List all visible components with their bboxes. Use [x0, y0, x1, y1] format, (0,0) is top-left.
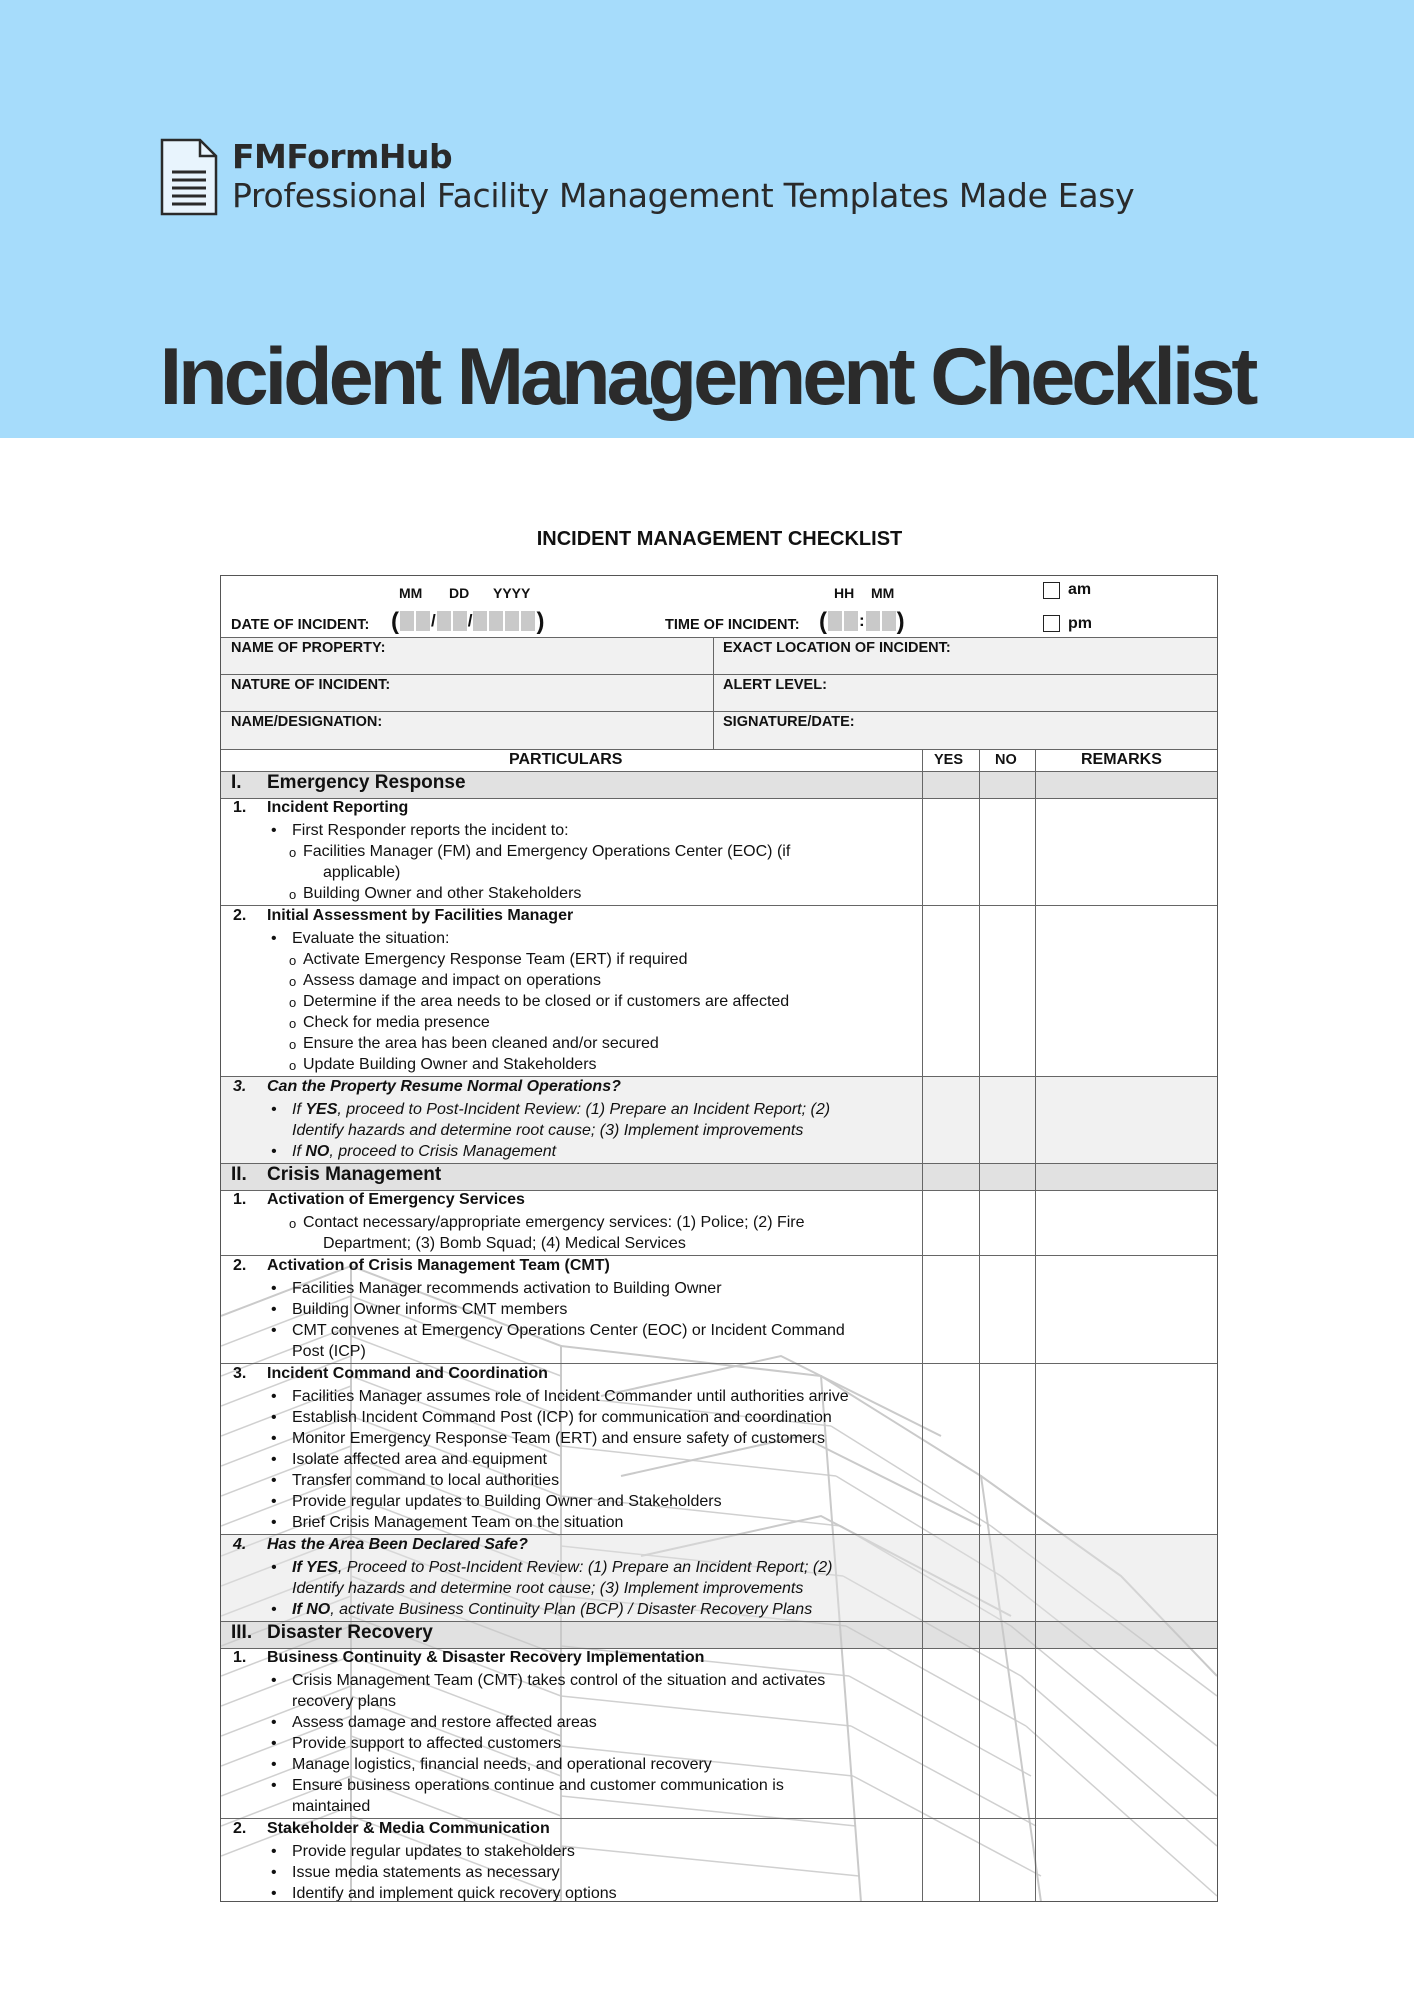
detail-line: [267, 1233, 927, 1254]
section-title: Disaster Recovery: [267, 1622, 433, 1643]
detail-text: Transfer command to local authorities: [292, 1472, 560, 1489]
yes-column-divider: [922, 749, 923, 1901]
date-of-incident-label: DATE OF INCIDENT:: [231, 617, 370, 633]
detail-text: Provide support to affected customers: [292, 1735, 562, 1752]
detail-line: [267, 1712, 927, 1733]
item-number: 2.: [233, 907, 247, 924]
detail-text: First Responder reports the incident to:: [292, 822, 569, 839]
detail-text: , activate Business Continuity Plan (BCP) / Disaster Recovery Plans: [330, 1601, 813, 1618]
item-remarks-cell[interactable]: [1036, 1535, 1217, 1621]
am-label: am: [1068, 581, 1092, 598]
name-of-property-label: NAME OF PROPERTY:: [231, 640, 386, 656]
detail-text: Ensure the area has been cleaned and/or secured: [303, 1035, 659, 1052]
detail-text: Provide regular updates to Building Owner and Stakeholders: [292, 1493, 722, 1510]
detail-line: [267, 1512, 927, 1533]
brand-name: FMFormHub: [232, 137, 453, 176]
detail-text: Post (ICP): [292, 1343, 366, 1360]
item-no-cell[interactable]: [980, 1819, 1035, 1902]
detail-text: maintained: [292, 1798, 371, 1815]
checklist-form: [220, 575, 1218, 1902]
item-number: 3.: [233, 1365, 247, 1382]
detail-text: Evaluate the situation:: [292, 930, 450, 947]
time-separator: :: [859, 611, 865, 630]
detail-line: [267, 1033, 927, 1054]
detail-text: Facilities Manager assumes role of Incident Commander until authorities arrive: [292, 1388, 849, 1405]
detail-line: [267, 1120, 927, 1141]
detail-text: Contact necessary/appropriate emergency services: (1) Police; (2) Fire: [303, 1214, 805, 1231]
item-number: 2.: [233, 1257, 247, 1274]
item-title: Activation of Emergency Services: [267, 1191, 525, 1208]
item-no-cell[interactable]: [980, 1256, 1035, 1363]
detail-text: CMT convenes at Emergency Operations Center (EOC) or Incident Command: [292, 1322, 845, 1339]
item-details: [267, 820, 927, 904]
item-no-cell[interactable]: [980, 1364, 1035, 1534]
detail-line: [267, 928, 927, 949]
item-details: [267, 1212, 927, 1254]
item-no-cell[interactable]: [980, 1190, 1035, 1255]
signature-date-label: SIGNATURE/DATE:: [723, 714, 855, 730]
time-mm-caption: MM: [871, 585, 895, 601]
alert-level-label: ALERT LEVEL:: [723, 677, 827, 693]
item-remarks-cell[interactable]: [1036, 1648, 1217, 1818]
item-yes-cell[interactable]: [923, 1190, 979, 1255]
detail-text: Identify and implement quick recovery options: [292, 1885, 617, 1902]
item-yes-cell[interactable]: [923, 906, 979, 1076]
checklist-item: [221, 798, 1217, 906]
detail-line: [267, 1557, 927, 1578]
detail-emphasis: YES: [305, 1101, 338, 1118]
item-title: Activation of Crisis Management Team (CMT): [267, 1257, 610, 1274]
section-title: Emergency Response: [267, 772, 466, 793]
item-title: Can the Property Resume Normal Operations?: [267, 1078, 621, 1095]
detail-text: Identify hazards and determine root cause; (3) Implement improvements: [292, 1122, 804, 1139]
item-no-cell[interactable]: [980, 906, 1035, 1076]
col-remarks: REMARKS: [1081, 751, 1162, 768]
item-number: 2.: [233, 1820, 247, 1837]
detail-prefix: If: [292, 1143, 306, 1160]
checklist-item: [221, 906, 1217, 1077]
checklist-item: [221, 1819, 1217, 1902]
detail-line: [267, 1754, 927, 1775]
item-no-cell[interactable]: [980, 1648, 1035, 1818]
nature-row: [221, 675, 1217, 712]
detail-text: Facilities Manager (FM) and Emergency Operations Center (EOC) (if: [303, 843, 791, 860]
detail-text: Monitor Emergency Response Team (ERT) and ensure safety of customers: [292, 1430, 825, 1447]
item-number: 1.: [233, 1191, 247, 1208]
date-mm-caption: MM: [399, 585, 423, 601]
detail-line: [267, 1796, 927, 1817]
property-row: [221, 638, 1217, 675]
item-details: [267, 1557, 927, 1620]
detail-text: Department; (3) Bomb Squad; (4) Medical Services: [323, 1235, 686, 1252]
item-number: 4.: [233, 1536, 247, 1553]
time-of-incident-label: TIME OF INCIDENT:: [665, 617, 800, 633]
detail-line: [267, 1212, 927, 1233]
item-remarks-cell[interactable]: [1036, 1077, 1217, 1163]
date-yyyy-caption: YYYY: [493, 585, 531, 601]
detail-text: recovery plans: [292, 1693, 397, 1710]
no-column-divider: [979, 749, 980, 1901]
item-title: Initial Assessment by Facilities Manager: [267, 907, 574, 924]
detail-text: Building Owner informs CMT members: [292, 1301, 568, 1318]
detail-line: [267, 1386, 927, 1407]
name-designation-label: NAME/DESIGNATION:: [231, 714, 383, 730]
item-number: 1.: [233, 799, 247, 816]
item-no-cell[interactable]: [980, 1077, 1035, 1163]
detail-line: [267, 1449, 927, 1470]
detail-line: [267, 820, 927, 841]
detail-text: Brief Crisis Management Team on the situation: [292, 1514, 624, 1531]
detail-text: Assess damage and impact on operations: [303, 972, 601, 989]
exact-location-label: EXACT LOCATION OF INCIDENT:: [723, 640, 951, 656]
item-details: [267, 1386, 927, 1533]
item-details: [267, 928, 927, 1075]
item-title: Stakeholder & Media Communication: [267, 1820, 550, 1837]
detail-line: [267, 1670, 927, 1691]
col-particulars: PARTICULARS: [509, 751, 623, 768]
date-time-row: [221, 576, 1217, 638]
detail-line: [267, 1578, 927, 1599]
detail-emphasis: NO: [305, 1143, 330, 1160]
detail-line: [267, 883, 927, 904]
detail-text: Assess damage and restore affected areas: [292, 1714, 597, 1731]
detail-line: [267, 1470, 927, 1491]
detail-line: [267, 1691, 927, 1712]
section-header: [221, 772, 1217, 799]
pm-checkbox[interactable]: [1043, 615, 1060, 632]
detail-line: [267, 1862, 927, 1883]
detail-text: Update Building Owner and Stakeholders: [303, 1056, 597, 1073]
detail-emphasis: If YES: [292, 1559, 338, 1576]
detail-text: Provide regular updates to stakeholders: [292, 1843, 575, 1860]
item-details: [267, 1099, 927, 1162]
item-number: 3.: [233, 1078, 247, 1095]
section-number: III.: [231, 1622, 253, 1643]
checklist-item: [221, 1535, 1217, 1622]
section-header: [221, 1622, 1217, 1649]
detail-text: applicable): [323, 864, 401, 881]
name-row: [221, 712, 1217, 750]
detail-line: [267, 970, 927, 991]
item-number: 1.: [233, 1649, 247, 1666]
item-remarks-cell[interactable]: [1036, 1256, 1217, 1363]
item-details: [267, 1670, 927, 1817]
detail-line: [267, 841, 927, 862]
item-details: [267, 1278, 927, 1362]
pm-label: pm: [1068, 615, 1092, 632]
checklist-item: [221, 1190, 1217, 1256]
detail-text: Building Owner and other Stakeholders: [303, 885, 582, 902]
detail-text: Identify hazards and determine root cause; (3) Implement improvements: [292, 1580, 804, 1597]
detail-text: Check for media presence: [303, 1014, 490, 1031]
detail-line: [267, 1099, 927, 1120]
brand-block: [160, 138, 1134, 216]
date-separator: /: [467, 611, 473, 630]
checklist-item: [221, 1256, 1217, 1364]
date-separator: /: [431, 611, 436, 630]
detail-line: [267, 1841, 927, 1862]
item-yes-cell[interactable]: [923, 1364, 979, 1534]
detail-line: [267, 862, 927, 883]
detail-text: Determine if the area needs to be closed or if customers are affected: [303, 993, 790, 1010]
item-title: Business Continuity & Disaster Recovery Implementation: [267, 1649, 705, 1666]
detail-line: [267, 1491, 927, 1512]
date-dd-caption: DD: [449, 585, 470, 601]
date-of-incident-field[interactable]: ( / / ): [391, 608, 545, 635]
detail-text: Establish Incident Command Post (ICP) for communication and coordination: [292, 1409, 832, 1426]
detail-emphasis: If NO: [292, 1601, 331, 1618]
col-no: NO: [995, 752, 1017, 768]
detail-text: Ensure business operations continue and customer communication is: [292, 1777, 784, 1794]
detail-line: [267, 1320, 927, 1341]
page-title: Incident Management Checklist: [159, 332, 1255, 422]
form-title: INCIDENT MANAGEMENT CHECKLIST: [536, 528, 903, 550]
item-remarks-cell[interactable]: [1036, 906, 1217, 1076]
detail-line: [267, 1299, 927, 1320]
item-yes-cell[interactable]: [923, 1077, 979, 1163]
section-number: I.: [231, 772, 242, 793]
column-header-row: [221, 750, 1217, 772]
section-header: [221, 1164, 1217, 1191]
item-title: Incident Command and Coordination: [267, 1365, 548, 1382]
detail-text: , Proceed to Post-Incident Review: (1) Prepare an Incident Report; (2): [337, 1559, 833, 1576]
item-remarks-cell[interactable]: [1036, 1190, 1217, 1255]
detail-line: [267, 1775, 927, 1796]
item-yes-cell[interactable]: [923, 1256, 979, 1363]
item-title: Incident Reporting: [267, 799, 409, 816]
item-no-cell[interactable]: [980, 1535, 1035, 1621]
item-remarks-cell[interactable]: [1036, 798, 1217, 905]
time-hh-caption: HH: [834, 585, 855, 601]
item-remarks-cell[interactable]: [1036, 1819, 1217, 1902]
time-of-incident-field[interactable]: ( : ): [819, 608, 905, 635]
detail-text: Crisis Management Team (CMT) takes control of the situation and activates: [292, 1672, 826, 1689]
detail-line: [267, 949, 927, 970]
col-yes: YES: [934, 752, 964, 768]
item-yes-cell[interactable]: [923, 798, 979, 905]
detail-line: [267, 1278, 927, 1299]
item-yes-cell[interactable]: [923, 1535, 979, 1621]
checklist-item: [221, 1648, 1217, 1819]
detail-line: [267, 1141, 927, 1162]
detail-line: [267, 1341, 927, 1362]
detail-line: [267, 1407, 927, 1428]
detail-line: [267, 1599, 927, 1620]
checklist-item: [221, 1364, 1217, 1535]
detail-text: Activate Emergency Response Team (ERT) if required: [303, 951, 688, 968]
section-title: Crisis Management: [267, 1164, 442, 1185]
detail-text: , proceed to Post-Incident Review: (1) Prepare an Incident Report; (2): [337, 1101, 831, 1118]
checklist-item: [221, 1077, 1217, 1164]
detail-line: [267, 1883, 927, 1902]
nature-of-incident-label: NATURE OF INCIDENT:: [231, 677, 391, 693]
brand-tagline: Professional Facility Management Templates Made Easy: [232, 176, 1135, 215]
detail-text: Manage logistics, financial needs, and operational recovery: [292, 1756, 712, 1773]
detail-line: [267, 1733, 927, 1754]
item-remarks-cell[interactable]: [1036, 1364, 1217, 1534]
item-no-cell[interactable]: [980, 798, 1035, 905]
item-title: Has the Area Been Declared Safe?: [267, 1536, 528, 1553]
item-yes-cell[interactable]: [923, 1648, 979, 1818]
section-number: II.: [231, 1164, 247, 1185]
detail-text: Issue media statements as necessary: [292, 1864, 560, 1881]
document-icon: [160, 138, 218, 216]
detail-text: Isolate affected area and equipment: [292, 1451, 547, 1468]
detail-line: [267, 1054, 927, 1075]
detail-prefix: If: [292, 1101, 306, 1118]
detail-line: [267, 1012, 927, 1033]
am-checkbox[interactable]: [1043, 582, 1060, 599]
detail-line: [267, 1428, 927, 1449]
detail-line: [267, 991, 927, 1012]
detail-text: Facilities Manager recommends activation to Building Owner: [292, 1280, 722, 1297]
remarks-column-divider: [1035, 749, 1036, 1901]
detail-text: , proceed to Crisis Management: [329, 1143, 557, 1160]
item-yes-cell[interactable]: [923, 1819, 979, 1902]
item-details: [267, 1841, 927, 1902]
